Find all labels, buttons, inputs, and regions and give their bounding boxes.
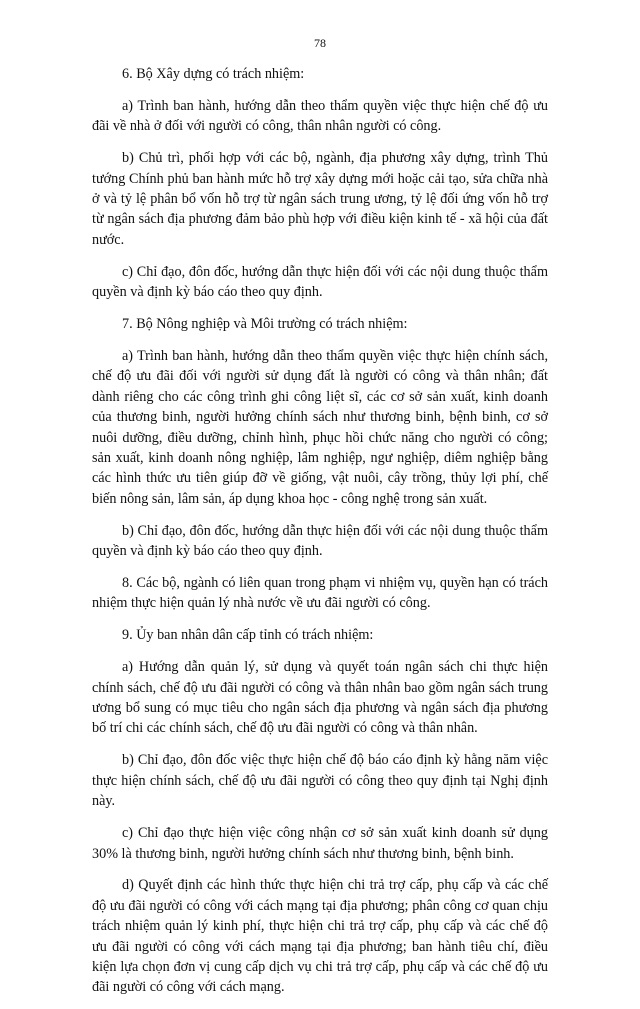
- page-number: 78: [314, 36, 326, 50]
- section-9-item-b: b) Chỉ đạo, đôn đốc việc thực hiện chế độ báo cáo định kỳ hằng năm việc thực hiện chính sách, chế độ ưu đãi người có công theo quy định tại Nghị định này.: [92, 752, 548, 810]
- document-body: [92, 64, 548, 1009]
- section-7-heading: 7. Bộ Nông nghiệp và Môi trường có trách nhiệm:: [122, 316, 408, 333]
- section-6-item-b: b) Chủ trì, phối hợp với các bộ, ngành, địa phương xây dựng, trình Thủ tướng Chính phủ ban hành mức hỗ trợ xây dựng mới hoặc cải tạo, sửa chữa nhà ở và tỷ lệ phân bổ vốn hỗ trợ từ ngân sách trung ương, tỷ lệ đối ứng vốn hỗ trợ từ ngân sách địa phương đảm bảo phù hợp với điều kiện kinh tế - xã hội của đất nước.: [92, 150, 548, 248]
- section-9-heading: 9. Ủy ban nhân dân cấp tỉnh có trách nhiệm:: [122, 627, 374, 644]
- section-9-item-a: a) Hướng dẫn quản lý, sử dụng và quyết toán ngân sách chi thực hiện chính sách, chế độ ưu đãi người có công và thân nhân bao gồm ngân sách trung ương bổ sung có mục tiêu cho ngân sách địa phương và ngân sách địa phương bố trí chi các chính sách, chế độ ưu đãi người có công và thân nhân.: [92, 659, 548, 737]
- section-6-item-c: c) Chỉ đạo, đôn đốc, hướng dẫn thực hiện đối với các nội dung thuộc thẩm quyền và định kỳ báo cáo theo quy định.: [92, 263, 548, 301]
- section-6-heading: 6. Bộ Xây dựng có trách nhiệm:: [122, 66, 305, 82]
- section-7-item-a: a) Trình ban hành, hướng dẫn theo thẩm quyền việc thực hiện chính sách, chế độ ưu đãi đối với người sử dụng đất là người có công và thân nhân; đất dành riêng cho các công trình ghi công liệt sĩ, các cơ sở sản xuất, kinh doanh của thương binh, người hưởng chính sách như thương binh, bệnh binh, cơ sở nuôi dưỡng, điều dưỡng, chỉnh hình, phục hồi chức năng cho người có công; sản xuất, kinh doanh nông nghiệp, lâm nghiệp, ngư nghiệp, diêm nghiệp bằng các hình thức ưu tiên giúp đỡ về giống, vật nuôi, cây trồng, thủy lợi phí, chế biến nông sản, lâm sản, áp dụng khoa học - công nghệ trong sản xuất.: [92, 347, 548, 507]
- section-9-item-d: d) Quyết định các hình thức thực hiện chi trả trợ cấp, phụ cấp và các chế độ ưu đãi người có công với cách mạng tại địa phương; phân công cơ quan chịu trách nhiệm quản lý kinh phí, thực hiện chi trả trợ cấp, phụ cấp và các chế độ ưu đãi người có công với cách mạng tại địa phương; ban hành tiêu chí, điều kiện lựa chọn đơn vị cung cấp dịch vụ chi trả trợ cấp, phụ cấp và các chế độ ưu đãi người có công với cách mạng.: [92, 877, 548, 996]
- section-7-item-b: b) Chỉ đạo, đôn đốc, hướng dẫn thực hiện đối với các nội dung thuộc thẩm quyền và định kỳ báo cáo theo quy định.: [92, 522, 548, 560]
- section-8-paragraph: 8. Các bộ, ngành có liên quan trong phạm vi nhiệm vụ, quyền hạn có trách nhiệm thực hiện quản lý nhà nước về ưu đãi người có công.: [92, 575, 548, 612]
- section-9-item-c: c) Chỉ đạo thực hiện việc công nhận cơ sở sản xuất kinh doanh sử dụng 30% là thương binh, người hưởng chính sách như thương binh, bệnh binh.: [92, 825, 548, 862]
- section-6-item-a: a) Trình ban hành, hướng dẫn theo thẩm quyền việc thực hiện chế độ ưu đãi về nhà ở đối với người có công, thân nhân người có công.: [92, 97, 548, 135]
